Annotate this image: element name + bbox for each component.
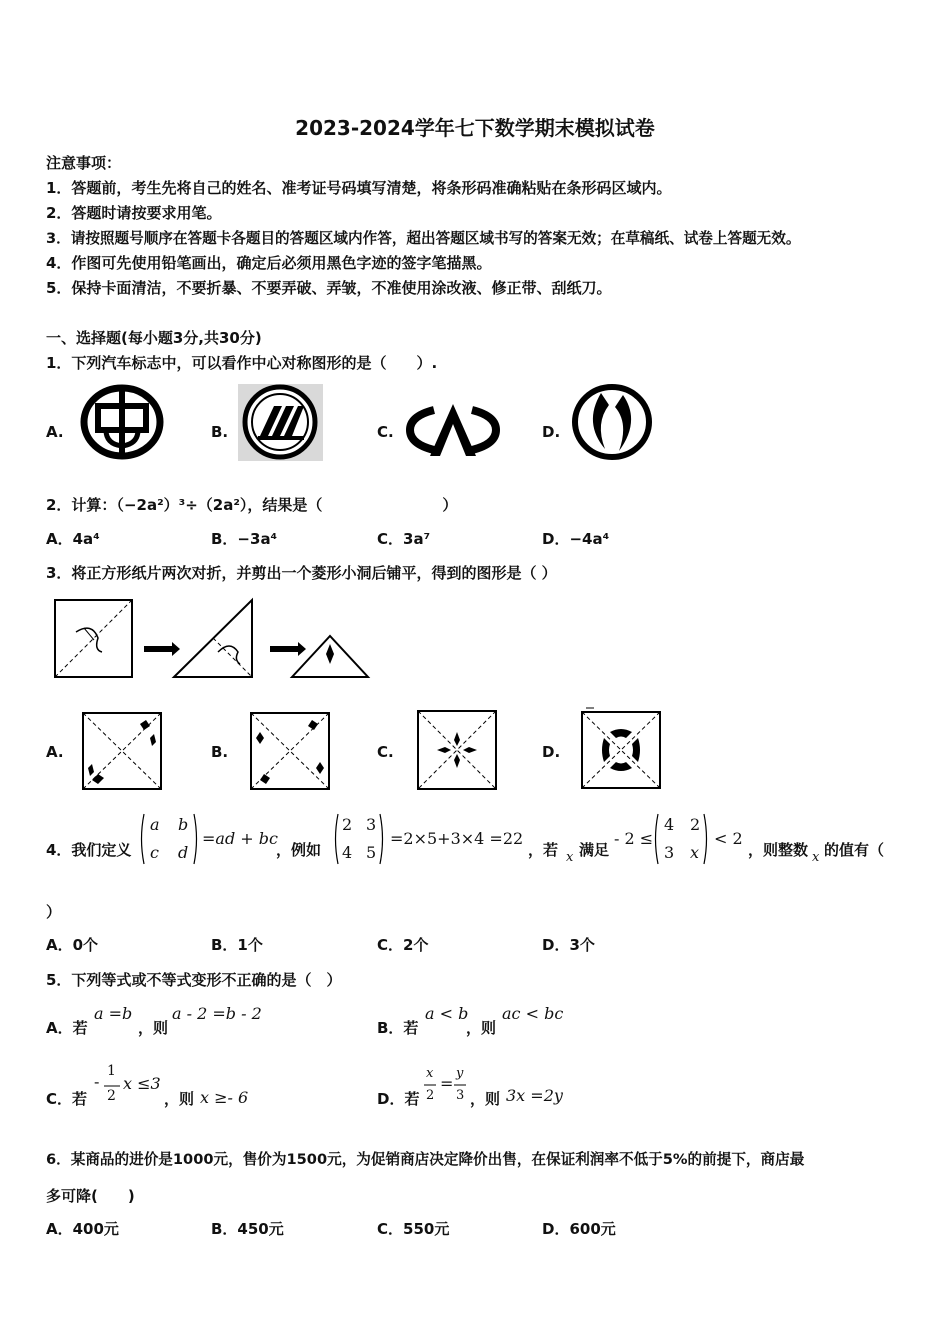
q6-option-c: C．550元 [377, 1220, 450, 1238]
fold-step-diagram [54, 598, 374, 680]
note-item-2: 2．答题时请按要求用笔。 [46, 204, 222, 222]
q5-a-cond: a =b [94, 1004, 133, 1023]
q2-option-a: A．4a⁴ [46, 530, 100, 548]
q5-a-label: A．若 [46, 1019, 88, 1037]
note-item-3: 3．请按照题号顺序在答题卡各题目的答题区域内作答，超出答题区域书写的答案无效；在草稿纸、试卷上答题无效。 [46, 230, 801, 247]
q5-c-numerator: 1 [107, 1063, 116, 1079]
matrix-cell: 2 [690, 815, 701, 834]
q6-stem-line-2: 多可降( ) [46, 1187, 135, 1205]
q4-option-c: C．2个 [377, 936, 429, 954]
q6-stem-line-1: 6．某商品的进价是1000元，售价为1500元，为促销商店决定降价出售，在保证利润率不低于5%的前提下，商店最 [46, 1151, 805, 1168]
q4-lower-bound: - 2 ≤ [614, 829, 654, 848]
q3-figure-b [250, 712, 330, 790]
q5-d-result: 3x =2y [506, 1086, 563, 1105]
q2-option-c: C．3a⁷ [377, 530, 431, 548]
q2-option-d: D．−4a⁴ [542, 530, 610, 548]
q2-stem: 2．计算：（−2a²）³÷（2a²），结果是（ ） [46, 496, 458, 514]
q3-label-d: D. [542, 743, 561, 761]
q5-d-denominator-2: 3 [456, 1088, 465, 1103]
q4-definition-rhs: =ad + bc [202, 829, 278, 848]
q5-d-then: ，则 [470, 1090, 501, 1108]
matrix-condition [652, 812, 710, 866]
q1-label-c: C. [377, 423, 394, 441]
q5-c-neg: - [94, 1072, 100, 1091]
q5-c-fraction-bar [104, 1085, 120, 1087]
matrix-cell: 3 [664, 843, 675, 862]
q5-b-label: B．若 [377, 1019, 419, 1037]
q5-a-result: a - 2 =b - 2 [172, 1004, 262, 1023]
matrix-cell: 5 [366, 843, 377, 862]
note-item-1: 1．答题前，考生先将自己的姓名、准考证号码填写清楚，将条形码准确粘贴在条形码区域内。 [46, 179, 672, 197]
q4-option-a: A．0个 [46, 936, 99, 954]
logo-c-icon [406, 402, 500, 458]
q3-label-a: A. [46, 743, 64, 761]
q6-option-a: A．400元 [46, 1220, 119, 1238]
q5-b-then: ，则 [466, 1019, 497, 1037]
logo-b-icon [238, 384, 323, 461]
matrix-cell: a [150, 815, 160, 834]
q1-label-d: D. [542, 423, 561, 441]
q4-prefix: 4．我们定义 [46, 841, 132, 859]
q5-d-numerator-1: x [426, 1066, 434, 1081]
note-item-5: 5．保持卡面清洁，不要折暴、不要弄破、弄皱，不准使用涂改液、修正带、刮纸刀。 [46, 279, 612, 297]
q3-stem: 3．将正方形纸片两次对折，并剪出一个菱形小洞后铺平，得到的图形是（ ） [46, 564, 557, 582]
q5-d-equals: = [440, 1074, 454, 1093]
q3-label-c: C. [377, 743, 394, 761]
q4-tail: 的值有（ [824, 841, 885, 859]
q5-b-cond: a < b [425, 1004, 469, 1023]
note-item-4: 4．作图可先使用铅笔画出，确定后必须用黑色字迹的签字笔描黑。 [46, 254, 492, 272]
matrix-cell: 4 [664, 815, 675, 834]
q4-upper-bound: < 2 [714, 829, 743, 848]
q5-d-numerator-2: y [456, 1066, 464, 1081]
q5-b-result: ac < bc [502, 1004, 564, 1023]
matrix-cell: c [150, 843, 159, 862]
q4-var-x: x [566, 850, 574, 865]
q3-figure-c [417, 710, 497, 790]
matrix-example [332, 812, 386, 866]
q4-var-x-2: x [812, 850, 820, 865]
q5-a-then: ，则 [138, 1019, 169, 1037]
q1-stem: 1．下列汽车标志中，可以看作中心对称图形的是（ ）. [46, 354, 438, 372]
matrix-cell: 3 [366, 815, 377, 834]
q5-stem: 5．下列等式或不等式变形不正确的是（ ） [46, 971, 342, 989]
matrix-cell: 2 [342, 815, 353, 834]
q5-d-denominator-1: 2 [426, 1088, 435, 1103]
q4-cond-word: ，若 [528, 841, 559, 859]
q5-c-label: C．若 [46, 1090, 88, 1108]
q1-label-a: A. [46, 423, 64, 441]
section-heading: 一、选择题(每小题3分,共30分) [46, 329, 262, 347]
logo-a-icon [80, 384, 164, 460]
q5-c-denominator: 2 [107, 1088, 116, 1104]
q4-example-word: ，例如 [276, 841, 322, 859]
matrix-cell: 4 [342, 843, 353, 862]
q4-example-rhs: =2×5+3×4 =22 [390, 829, 524, 848]
q1-label-b: B. [211, 423, 229, 441]
q4-option-d: D．3个 [542, 936, 595, 954]
notes-heading: 注意事项： [46, 154, 122, 172]
matrix-cell: b [178, 815, 189, 834]
q5-d-label: D．若 [377, 1090, 420, 1108]
q4-close: ） [46, 903, 62, 921]
q5-d-fraction-bar-2 [454, 1084, 466, 1086]
matrix-cell: x [690, 843, 700, 862]
page-title: 2023-2024学年七下数学期末模拟试卷 [295, 116, 655, 140]
q4-satisfy: 满足 [579, 841, 610, 859]
q3-figure-a [82, 712, 162, 790]
q4-option-b: B．1个 [211, 936, 263, 954]
q6-option-b: B．450元 [211, 1220, 284, 1238]
q4-ask: ，则整数 [748, 841, 809, 859]
q5-c-cond: x ≤3 [123, 1074, 161, 1093]
q2-option-b: B．−3a⁴ [211, 530, 278, 548]
q6-option-d: D．600元 [542, 1220, 616, 1238]
q3-label-b: B. [211, 743, 229, 761]
q5-c-then: ，则 [164, 1090, 195, 1108]
matrix-cell: d [178, 843, 189, 862]
matrix-definition [138, 812, 200, 866]
q5-c-result: x ≥- 6 [200, 1088, 249, 1107]
q5-d-fraction-bar-1 [424, 1084, 436, 1086]
logo-d-icon [571, 383, 653, 461]
q3-figure-d [580, 706, 662, 790]
